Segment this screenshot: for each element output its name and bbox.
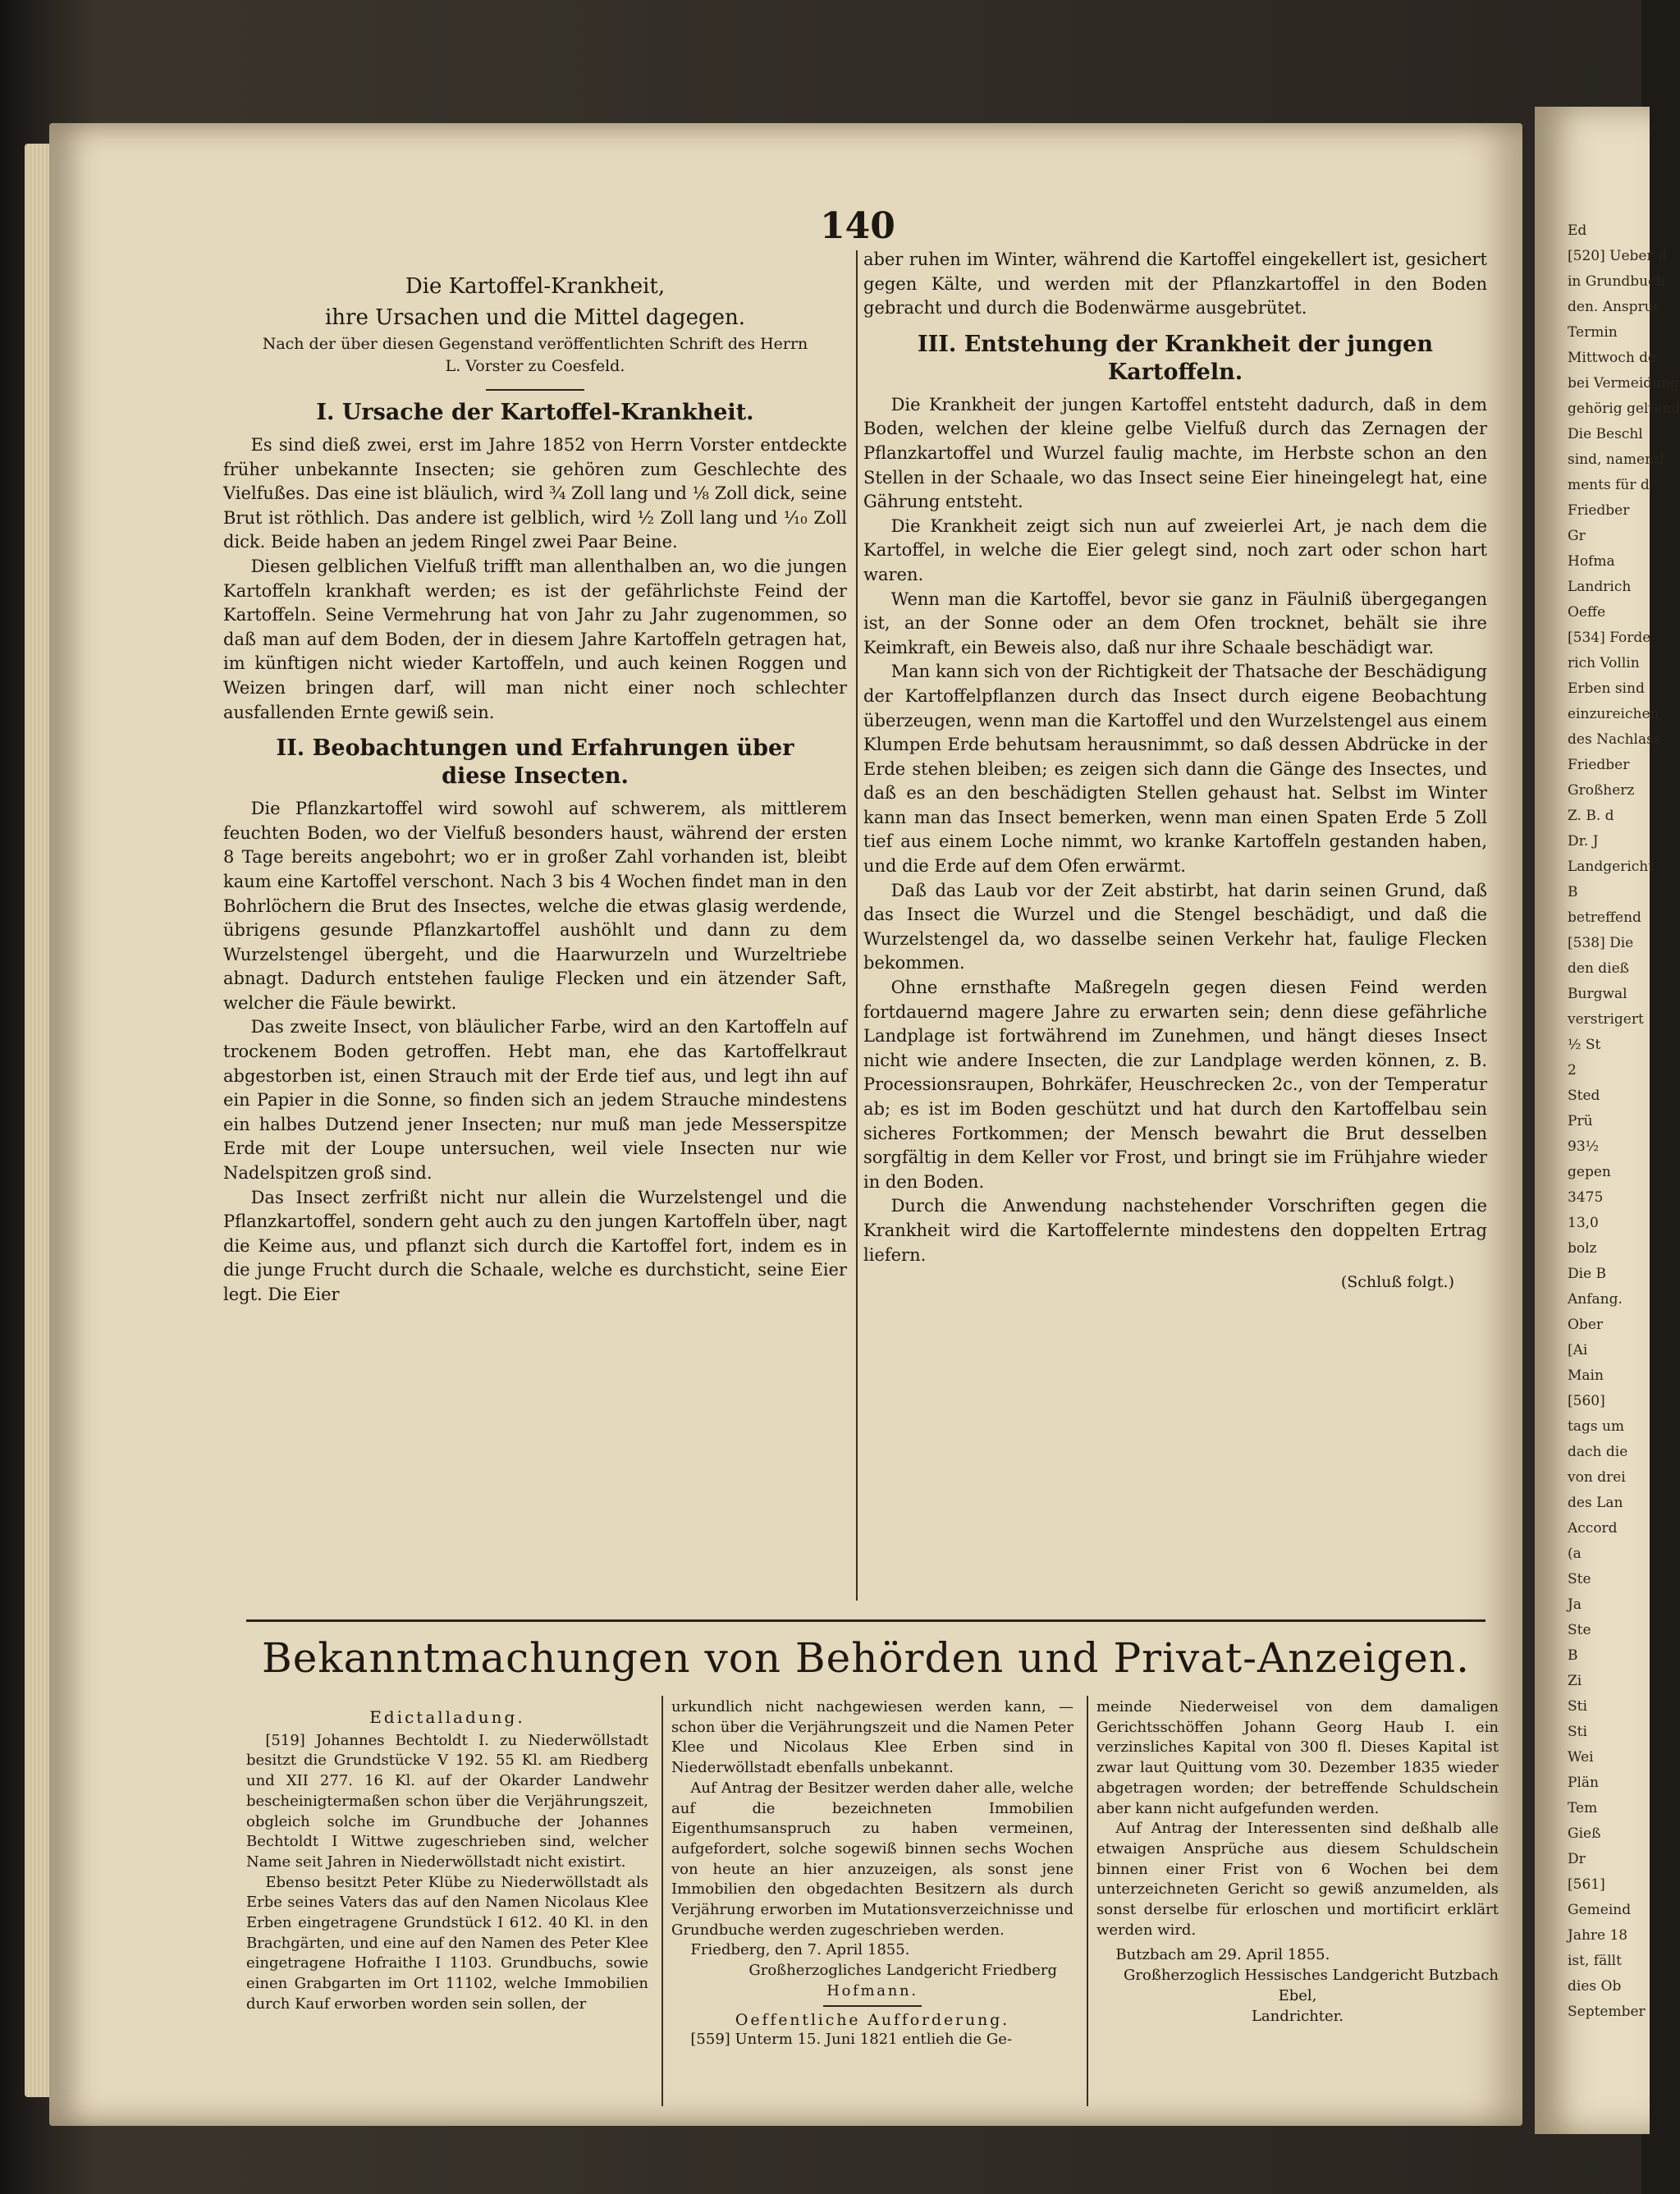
- facing-page-line: [520] Ueber d: [1568, 248, 1667, 264]
- notice-date: Butzbach am 29. April 1855.: [1115, 1946, 1330, 1964]
- section2-heading: [223, 735, 847, 790]
- facing-page-line: Ed: [1568, 222, 1587, 239]
- facing-page-line: [560]: [1568, 1393, 1605, 1409]
- facing-page-line: B: [1568, 1647, 1578, 1664]
- article-title-line2: ihre Ursachen und die Mittel dagegen.: [324, 305, 746, 330]
- facing-page-line: 2: [1568, 1062, 1577, 1079]
- facing-page-line: verstrigert: [1568, 1011, 1644, 1028]
- facing-page-line: Dr. J: [1568, 833, 1599, 850]
- notice-paragraph: urkundlich nicht nachgewiesen werden kann, — schon über die Verjährungszeit und die Namen Peter Klee und Nicolaus Klee Erben sind in Niederwöllstadt ebenfalls unbekannt.: [671, 1698, 1073, 1777]
- edictal-title: Edictalladung.: [369, 1707, 525, 1727]
- section3-heading-line2: Kartoffeln.: [1107, 359, 1243, 385]
- article-source-line2: L. Vorster zu Coesfeld.: [445, 357, 625, 375]
- facing-page-line: dach die: [1568, 1444, 1628, 1460]
- facing-page-line: Sti: [1568, 1724, 1587, 1740]
- section3-heading-line1: III. Entstehung der Krankheit der jungen: [918, 331, 1433, 357]
- facing-page-line: in Grundbuch: [1568, 273, 1665, 290]
- section3-paragraph: Die Krankheit der jungen Kartoffel entsteht dadurch, daß in dem Boden, welchen der kleine gelbe Vielfuß durch das Zernagen der Pflanzkartoffel und Wurzel faulig machte, im Herbste schon an den Stellen in der Schaale, wo das Insect seine Eier hineingelegt hat, eine Gährung entsteht.: [863, 394, 1487, 512]
- facing-page-line: 13,0: [1568, 1215, 1599, 1231]
- facing-page-line: tags um: [1568, 1418, 1625, 1435]
- facing-page-line: 3475: [1568, 1189, 1604, 1206]
- facing-page-line: Hofma: [1568, 553, 1615, 570]
- section1-heading: I. Ursache der Kartoffel-Krankheit.: [316, 400, 754, 425]
- facing-page-line: Großherz: [1568, 782, 1635, 799]
- facing-page-line: Anfang.: [1568, 1291, 1623, 1308]
- notices-rule: [246, 1619, 1485, 1622]
- section2-paragraph: Das zweite Insect, von bläulicher Farbe, wird an den Kartoffeln auf trockenem Boden getroffen. Hebt man, ehe das Kartoffelkraut abgestorben ist, einen Strauch mit der Erde tief aus, und legt ihn auf ein Papier in die Sonne, so finden sich an jedem Strauche mindestens ein halbes Dutzend jener Insecten; nur muß man jede Messerspitze Erde mit der Loupe untersuchen, weil viele Insecten nur wie Nadelspitzen groß sind.: [223, 1017, 847, 1184]
- notice-role: Landrichter.: [1251, 2007, 1344, 2025]
- facing-page-line: Landrich: [1568, 579, 1632, 595]
- section1-paragraph: Es sind dieß zwei, erst im Jahre 1852 von Herrn Vorster entdeckte früher unbekannte Insecten; sie gehören zum Geschlechte des Vielfußes. Das eine ist bläulich, wird ¾ Zoll lang und ⅛ Zoll dick, seine Brut ist röthlich. Das andere ist gelblich, wird ½ Zoll lang und ¹⁄₁₀ Zoll dick. Beide haben an jedem Ringel zwei Paar Beine.: [223, 435, 847, 552]
- facing-page-line: Landgericht: [1568, 859, 1655, 875]
- facing-page-line: den dieß: [1568, 960, 1630, 977]
- facing-page-line: Zi: [1568, 1673, 1582, 1689]
- facing-page-line: bei Vermeidung: [1568, 375, 1679, 392]
- section3-paragraph: Daß das Laub vor der Zeit abstirbt, hat darin seinen Grund, daß das Insect die Wurzel und die Stengel beschädigt, und daß die Wurzelstengel da, wo dasselbe seinen Verkehr hat, faulige Flecken bekommen.: [863, 880, 1487, 973]
- section3-paragraph: Ohne ernsthafte Maßregeln gegen diesen Feind werden fortdauernd magere Jahre zu erwarten sein; denn diese gefährliche Landplage ist fortwährend im Zunehmen, und hängt dieses Insect nicht wie andere Insecten, die zur Landplage werden können, z. B. Processionsraupen, Bohrkäfer, Heuschrecken 2c., von der Temperatur ab; es ist im Boden geschützt und hat durch den Kartoffelbau sein sicheres Fortkommen; der Mensch bewahrt die Brut desselben sorgfältig in dem Keller vor Frost, und bringt sie im Frühjahre wieder in den Boden.: [863, 978, 1487, 1192]
- facing-page-line: des Lan: [1568, 1495, 1623, 1511]
- article-column-left: [223, 271, 847, 1308]
- facing-page-line: Wei: [1568, 1749, 1594, 1766]
- facing-page-line: (a: [1568, 1546, 1582, 1562]
- notice-paragraph: [519] Johannes Bechtoldt I. zu Niederwöllstadt besitzt die Grundstücke V 192. 55 Kl. am Riedberg und XII 277. 16 Kl. auf der Okarder Landwehr bescheinigtermaßen schon über die Verjährungszeit, obgleich solche im Grundbuche der Johannes Bechtoldt I Wittwe zugeschrieben sind, welcher Name seit Jahren in Niederwöllstadt nicht existirt.: [246, 1731, 648, 1871]
- facing-page-line: Gr: [1568, 528, 1586, 544]
- notice-paragraph: Auf Antrag der Interessenten sind deßhalb alle etwaigen Ansprüche aus diesem Schuldschein binnen einer Frist von 6 Wochen bei dem unterzeichneten Gericht so gewiß anzumelden, als sonst derselbe für erloschen und mortificirt erklärt werden wird.: [1096, 1820, 1499, 1939]
- public-request-title: Oeffentliche Aufforderung.: [735, 2010, 1010, 2029]
- facing-page-line: ist, fällt: [1568, 1953, 1622, 1969]
- facing-page-line: Termin: [1568, 324, 1618, 341]
- facing-page-line: Die Beschl: [1568, 426, 1643, 442]
- facing-page-line: ½ St: [1568, 1037, 1601, 1053]
- facing-page-line: Gieß: [1568, 1825, 1601, 1842]
- section1-paragraph: Diesen gelblichen Vielfuß trifft man allenthalben an, wo die jungen Kartoffeln krankhaft werden; es ist der gefährlichste Feind der Kartoffeln. Seine Vermehrung hat von Jahr zu Jahr zugenommen, so daß man auf dem Boden, der in diesem Jahre Kartoffeln getragen hat, im künftigen nicht wieder Kartoffeln, und auch keinen Roggen und Weizen bringen darf, will man nicht einer noch schlechter ausfallenden Ernte gewiß sein.: [223, 556, 847, 722]
- facing-page-line: B: [1568, 884, 1578, 900]
- article-column-right: [863, 248, 1487, 1295]
- facing-page-line: Ober: [1568, 1317, 1604, 1333]
- section3-paragraph: Man kann sich von der Richtigkeit der Thatsache der Beschädigung der Kartoffelpflanzen durch das Insect durch eigene Beobachtung überzeugen, wenn man die Kartoffel und den Wurzelstengel aus einem Klumpen Erde behutsam herausnimmt, so daß dessen Abdrücke in der Erde stehen bleiben; es zeigen sich dann die Gänge des Insectes, und daß es an den beschädigten Stellen gehaust hat. Selbst im Winter kann man das Insect bemerken, wenn man einen Spaten Erde 5 Zoll tief aus einem Loche nimmt, wo kranke Kartoffeln gestanden haben, und die Erde auf dem Ofen erwärmt.: [863, 662, 1487, 877]
- facing-page-line: den. Anspruc: [1568, 299, 1662, 315]
- facing-page-line: Dr: [1568, 1851, 1586, 1867]
- notice-date: Friedberg, den 7. April 1855.: [690, 1941, 910, 1959]
- facing-page-line: gepen: [1568, 1164, 1611, 1180]
- notice-court: Großherzoglich Hessisches Landgericht Butzbach: [1124, 1967, 1499, 1985]
- facing-page-line: Tem: [1568, 1800, 1598, 1816]
- facing-page-line: Sted: [1568, 1088, 1600, 1104]
- facing-page-line: rich Vollin: [1568, 655, 1640, 671]
- notices-column-3: [1096, 1697, 1499, 2027]
- notices-column-1: [246, 1707, 648, 2015]
- facing-page-line: Oeffe: [1568, 604, 1606, 621]
- continued-note: (Schluß folgt.): [1340, 1273, 1454, 1292]
- facing-page-line: [534] Forde: [1568, 630, 1651, 646]
- facing-page-line: Ja: [1568, 1596, 1582, 1613]
- section2-heading-line1: II. Beobachtungen und Erfahrungen über: [276, 735, 794, 762]
- section2-paragraph: Die Pflanzkartoffel wird sowohl auf schwerem, als mittlerem feuchten Boden, wo der Vielfuß besonders haust, während der ersten 8 Tage bereits angebohrt; wo er in großer Zahl vorhanden ist, bleibt kaum eine Kartoffel verschont. Nach 3 bis 4 Wochen findet man in den Bohrlöchern die Brut des Insectes, welche die etwas glasig werdende, übrigens gesunde Pflanzkartoffel aushöhlt und dann zu dem Wurzelstengel übergeht, und die Haarwurzeln und Wurzeltriebe abnagt. Dadurch entstehen faulige Flecken und ein ätzender Saft, welcher die Fäule bewirkt.: [223, 799, 847, 1013]
- notice-rule: [823, 2005, 922, 2007]
- notice-paragraph: Ebenso besitzt Peter Klübe zu Niederwöllstadt als Erbe seines Vaters das auf den Namen Nicolaus Klee Erben eingetragene Grundstück I 612. 40 Kl. in den Brachgärten, und eine auf den Namen des Peter Klee eingetragene Hofraithe I 1103. Grundbuchs, sowie einen Grabgarten im Ort 11102, welche Immobilien durch Kauf erworben worden sein sollen, der: [246, 1873, 648, 2013]
- facing-page-line: Prü: [1568, 1113, 1593, 1129]
- facing-page-line: [561]: [1568, 1876, 1605, 1893]
- facing-page-line: Friedber: [1568, 757, 1630, 773]
- facing-page-line: Die B: [1568, 1266, 1607, 1282]
- facing-page-line: Ste: [1568, 1622, 1591, 1638]
- facing-page-line: Plän: [1568, 1775, 1599, 1791]
- facing-page-line: ments für d: [1568, 477, 1650, 493]
- facing-page-line: gehörig geltend: [1568, 401, 1680, 417]
- facing-page-line: bolz: [1568, 1240, 1597, 1257]
- notices-divider: [661, 1696, 663, 2106]
- facing-page-line: [Ai: [1568, 1342, 1588, 1358]
- title-rule: [486, 389, 584, 391]
- section2-paragraph: Das Insect zerfrißt nicht nur allein die Wurzelstengel und die Pflanzkartoffel, sondern geht auch zu den jungen Kartoffeln über, nagt die Keime aus, und pflanzt sich durch die Kartoffel fort, indem es in die junge Frucht durch die Schaale, welche es durchsticht, seine Eier legt. Die Eier: [223, 1187, 847, 1304]
- facing-page-line: Mittwoch de: [1568, 350, 1657, 366]
- facing-page-line: von drei: [1568, 1469, 1626, 1486]
- article-source-line1: Nach der über diesen Gegenstand veröffentlichten Schrift des Herrn: [262, 335, 808, 353]
- section2-heading-line2: diese Insecten.: [442, 763, 629, 790]
- notices-column-2: [671, 1697, 1073, 2050]
- facing-page-line: Z. B. d: [1568, 808, 1614, 824]
- facing-page-line: [538] Die: [1568, 935, 1634, 951]
- facing-page-line: Sti: [1568, 1698, 1587, 1715]
- facing-page: [1535, 107, 1680, 2134]
- notice-paragraph: [559] Unterm 15. Juni 1821 entlieh die Ge-: [690, 2031, 1013, 2049]
- column-divider: [856, 250, 858, 1601]
- facing-page-line: Jahre 18: [1568, 1927, 1628, 1944]
- notice-signer: Hofmann.: [826, 1981, 918, 1999]
- notice-court: Großherzogliches Landgericht Friedberg: [748, 1962, 1057, 1980]
- article-title-line1: Die Kartoffel-Krankheit,: [405, 274, 666, 299]
- facing-page-line: Gemeind: [1568, 1902, 1632, 1918]
- notice-paragraph: meinde Niederweisel von dem damaligen Gerichtsschöffen Johann Georg Haub I. ein verzinsliches Kapital von 300 fl. Dieses Kapital ist zwar laut Quittung vom 30. Dezember 1835 wieder abgetragen worden; der betreffende Schuldschein aber kann nicht aufgefunden werden.: [1096, 1698, 1499, 1817]
- continued-paragraph: aber ruhen im Winter, während die Kartoffel eingekellert ist, gesichert gegen Kälte, und werden mit der Pflanzkartoffel in den Boden gebracht und durch die Bodenwärme ausgebrütet.: [863, 250, 1487, 318]
- facing-page-line: Erben sind: [1568, 680, 1645, 697]
- facing-page-line: Burgwal: [1568, 986, 1627, 1002]
- facing-page-line: Accord: [1568, 1520, 1618, 1537]
- facing-page-line: betreffend: [1568, 909, 1641, 926]
- notice-signer: Ebel,: [1278, 1986, 1317, 2004]
- facing-page-line: des Nachlass: [1568, 731, 1661, 748]
- section3-paragraph: Durch die Anwendung nachstehender Vorschriften gegen die Krankheit wird die Kartoffelernte mindestens den doppelten Ertrag liefern.: [863, 1196, 1487, 1265]
- facing-page-line: Friedber: [1568, 502, 1630, 519]
- notices-divider: [1087, 1696, 1088, 2106]
- notices-heading: Bekanntmachungen von Behörden und Privat-Anzeigen.: [262, 1634, 1470, 1682]
- section3-paragraph: Die Krankheit zeigt sich nun auf zweierlei Art, je nach dem die Kartoffel, in welche die Eier gelegt sind, noch zart oder schon hart waren.: [863, 515, 1487, 584]
- section3-paragraph: Wenn man die Kartoffel, bevor sie ganz in Fäulniß übergegangen ist, an der Sonne oder an dem Ofen trocknet, behält sie ihre Keimkraft, ein Beweis also, daß nur ihre Schaale beschädigt war.: [863, 589, 1487, 657]
- notice-paragraph: Auf Antrag der Besitzer werden daher alle, welche auf die bezeichneten Immobilien Eigenthumsanspruch zu haben vermeinen, aufgefordert, solche sogewiß binnen sechs Wochen von heute an hier anzuzeigen, als sonst jene Immobilien den obgedachten Besitzern als durch Verjährung erworben im Mutationsverzeichnisse und Grundbuche werden zugeschrieben werden.: [671, 1779, 1073, 1939]
- page-number: 140: [820, 205, 895, 247]
- facing-page-line: 93½: [1568, 1138, 1600, 1155]
- facing-page-line: dies Ob: [1568, 1978, 1622, 1995]
- facing-page-line: sind, namentl: [1568, 451, 1664, 468]
- facing-page-line: Main: [1568, 1367, 1604, 1384]
- facing-page-line: Ste: [1568, 1571, 1591, 1587]
- section3-heading: [863, 331, 1487, 387]
- facing-page-line: einzureichen,: [1568, 706, 1664, 722]
- facing-page-line: September: [1568, 2004, 1646, 2020]
